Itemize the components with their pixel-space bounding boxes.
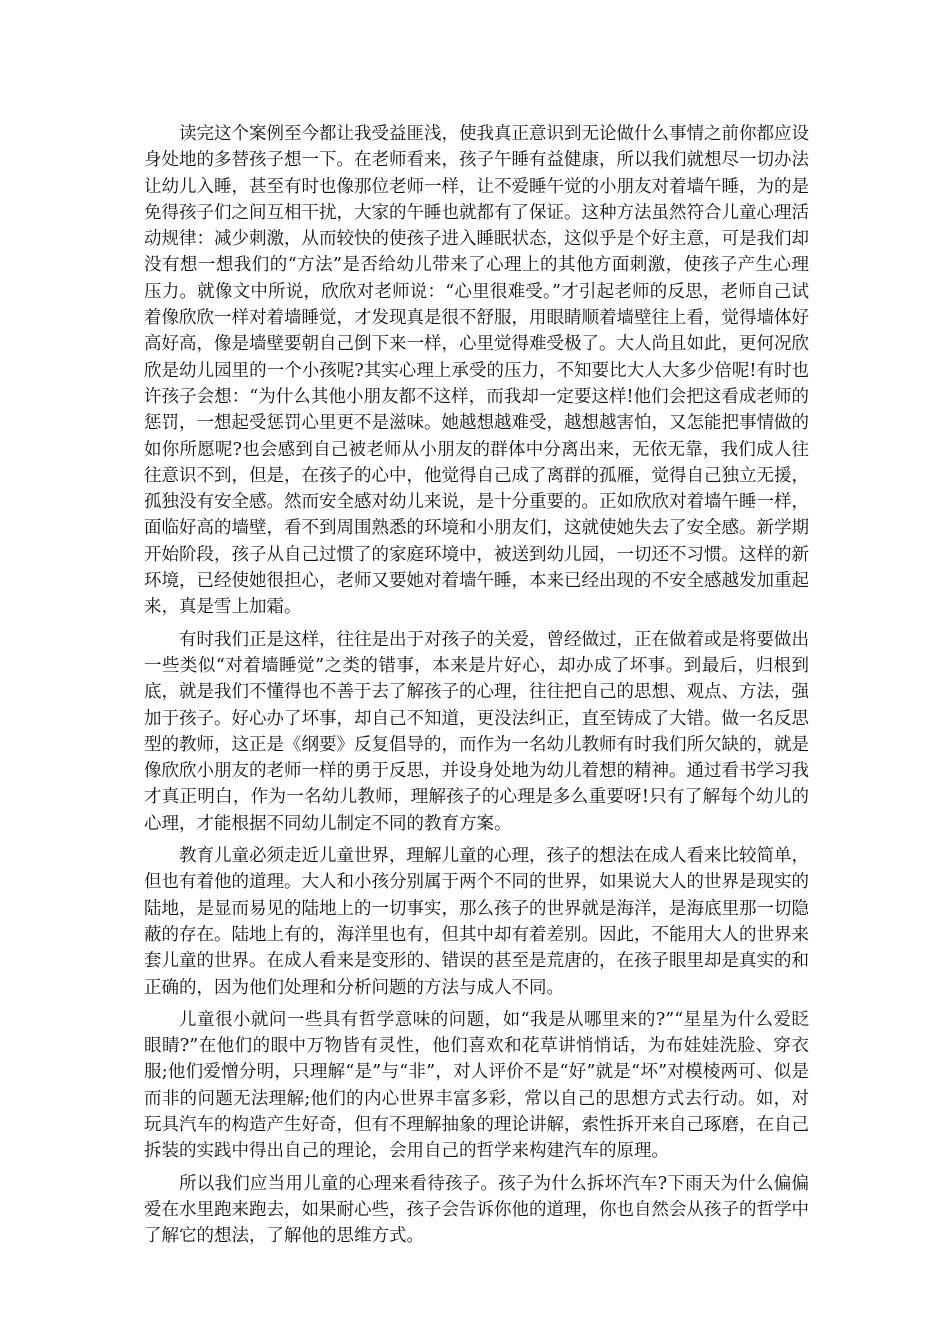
paragraph-4: 儿童很小就问一些具有哲学意味的问题，如“我是从哪里来的?”“星星为什么爱眨眼睛?”在他们的眼中万物皆有灵性，他们喜欢和花草讲悄悄话，为布娃娃洗脸、穿衣服;他们爱憎分明，只理解“是”与“非”，对人评价不是“好”就是“坏”对模棱两可、似是而非的问题无法理解;他们的内心世界丰富多彩，常以自己的思想方式去行动。如，对玩具汽车的构造产生好奇，但有不理解抽象的理论讲解，索性拆开来自己琢磨，在自己拆装的实践中得出自己的理论，会用自己的哲学来构建汽车的原理。 xyxy=(144,1009,809,1162)
paragraph-5: 所以我们应当用儿童的心理来看待孩子。孩子为什么拆坏汽车?下雨天为什么偏偏爱在水里跑来跑去，如果耐心些，孩子会告诉你他的道理，你也自然会从孩子的哲学中了解它的想法，了解他的思维方式。 xyxy=(144,1173,809,1247)
paragraph-3: 教育儿童必须走近儿童世界，理解儿童的心理，孩子的想法在成人看来比较简单，但也有着他的道理。大人和小孩分别属于两个不同的世界，如果说大人的世界是现实的陆地，是显而易见的陆地上的一切事实，那么孩子的世界就是海洋，是海底里那一切隐蔽的存在。陆地上有的，海洋里也有，但其中却有着差别。因此，不能用大人的世界来套儿童的世界。在成人看来是变形的、错误的甚至是荒唐的，在孩子眼里却是真实的和正确的，因为他们处理和分析问题的方法与成人不同。 xyxy=(144,846,809,998)
paragraph-1: 读完这个案例至今都让我受益匪浅，使我真正意识到无论做什么事情之前你都应设身处地的多替孩子想一下。在老师看来，孩子午睡有益健康，所以我们就想尽一切办法让幼儿入睡，甚至有时也像那位老师一样，让不爱睡午觉的小朋友对着墙午睡，为的是免得孩子们之间互相干扰，大家的午睡也就都有了保证。这种方法虽然符合儿童心理活动规律：减少刺激，从而较快的使孩子进入睡眠状态，这似乎是个好主意，可是我们却没有想一想我们的“方法”是否给幼儿带来了心理上的其他方面刺激，使孩子产生心理压力。就像文中所说，欣欣对老师说：“心里很难受。”才引起老师的反思，老师自己试着像欣欣一样对着墙睡觉，才发现真是很不舒服，用眼睛顺着墙壁往上看，觉得墙体好高好高，像是墙壁要朝自己倒下来一样，心里觉得难受极了。大人尚且如此，更何况欣欣是幼儿园里的一个小孩呢?其实心理上承受的压力，不知要比大人大多少倍呢!有时也许孩子会想：“为什么其他小朋友都不这样，而我却一定要这样!他们会把这看成老师的惩罚，一想起受惩罚心里更不是滋味。她越想越难受，越想越害怕，又怎能把事情做的如你所愿呢?也会感到自己被老师从小朋友的群体中分离出来，无依无靠，我们成人往往意识不到，但是，在孩子的心中，他觉得自己成了离群的孤雁，觉得自己独立无援，孤独没有安全感。然而安全感对幼儿来说，是十分重要的。正如欣欣对着墙午睡一样，面临好高的墙壁，看不到周围熟悉的环境和小朋友们，这就使她失去了安全感。新学期开始阶段，孩子从自己过惯了的家庭环境中，被送到幼儿园，一切还不习惯。这样的新环境，已经使她很担心，老师又要她对着墙午睡，本来已经出现的不安全感越发加重起来，真是雪上加霜。 xyxy=(144,124,809,618)
article-body xyxy=(144,121,809,1255)
paragraph-2: 有时我们正是这样，往往是出于对孩子的关爱，曾经做过，正在做着或是将要做出一些类似“对着墙睡觉”之类的错事，本来是片好心，却办成了坏事。到最后，归根到底，就是我们不懂得也不善于去了解孩子的心理，往往把自己的思想、观点、方法，强加于孩子。好心办了坏事，却自己不知道，更没法纠正，直至铸成了大错。做一名反思型的教师，这正是《纲要》反复倡导的，而作为一名幼儿教师有时我们所欠缺的，就是像欣欣小朋友的老师一样的勇于反思，并设身处地为幼儿着想的精神。通过看书学习我才真正明白，作为一名幼儿教师，理解孩子的心理是多么重要呀!只有了解每个幼儿的心理，才能根据不同幼儿制定不同的教育方案。 xyxy=(144,629,809,834)
